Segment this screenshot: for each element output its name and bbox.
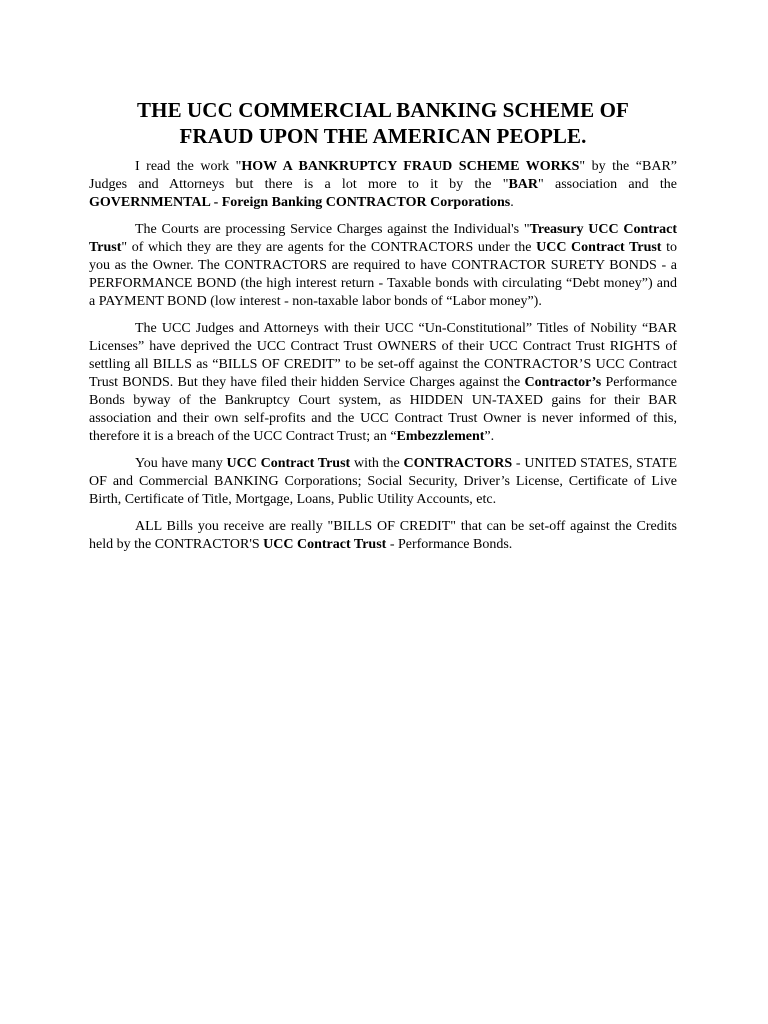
text-segment: You have many [135, 456, 227, 471]
paragraph [89, 158, 677, 212]
text-segment: - UNITED STATES, STATE OF and Commercial BANKING Corporations; Social Security, Driver’s License, Certificate of Live Birth, Certificate of Title, Mortgage, Loans, Public Utility Accounts, etc. [89, 456, 677, 507]
bold-text: BAR [508, 177, 539, 192]
bold-text: UCC Contract Trust [536, 240, 662, 255]
text-segment: " association and the [538, 177, 677, 192]
document-page [89, 97, 677, 554]
text-segment: The Courts are processing Service Charges against the Individual's " [135, 222, 530, 237]
text-segment: ”. [484, 429, 495, 444]
bold-text: GOVERNMENTAL - Foreign Banking CONTRACTOR Corporations [89, 195, 511, 210]
bold-text: HOW A BANKRUPTCY FRAUD SCHEME WORKS [241, 159, 580, 174]
bold-text: Contractor’s [524, 375, 602, 390]
text-segment: - Performance Bonds. [386, 537, 513, 552]
text-segment: . [510, 195, 514, 210]
text-segment: I read the work " [135, 159, 242, 174]
paragraph [89, 518, 677, 554]
paragraph [89, 455, 677, 509]
text-segment: " of which they are they are agents for the CONTRACTORS under the [121, 240, 537, 255]
text-segment: to you as the Owner. The CONTRACTORS are required to have CONTRACTOR SURETY BONDS - a PERFORMANCE BOND (the high interest return - Taxable bonds with circulating “Debt money”) and a PAYMENT BOND (low interest - non-taxable labor bonds of “Labor money”). [89, 240, 677, 309]
bold-text: CONTRACTORS [403, 456, 513, 471]
title-line: FRAUD UPON THE AMERICAN PEOPLE. [179, 124, 587, 148]
paragraph [89, 320, 677, 446]
bold-text: Embezzlement [396, 429, 485, 444]
text-segment: with the [350, 456, 404, 471]
text-segment: The UCC Judges and Attorneys with their UCC “Un-Constitutional” Titles of Nobility “BAR Licenses” have deprived the UCC Contract Trust OWNERS of their UCC Contract Trust RIGHTS of settling all BILLS as “BILLS OF CREDIT” to be set-off against the CONTRACTOR’S UCC Contract Trust BONDS. But they have filed their hidden Service Charges against the [89, 321, 677, 390]
text-segment: Performance Bonds byway of the Bankruptcy Court system, as HIDDEN UN-TAXED gains for their BAR association and their own self-profits and the UCC Contract Trust Owner is never informed of this, therefore it is a breach of the UCC Contract Trust; an “ [89, 375, 677, 444]
bold-text: UCC Contract Trust [263, 537, 387, 552]
text-segment: " by the “BAR” Judges and Attorneys but there is a lot more to it by the " [89, 159, 677, 192]
text-segment: ALL Bills you receive are really "BILLS OF CREDIT" that can be set-off against the Credits held by the CONTRACTOR'S [89, 519, 677, 552]
bold-text: UCC Contract Trust [226, 456, 351, 471]
paragraph [89, 221, 677, 311]
bold-text: Treasury UCC Contract Trust [89, 222, 677, 255]
title-line: THE UCC COMMERCIAL BANKING SCHEME OF [137, 98, 629, 122]
document-title [89, 97, 677, 149]
